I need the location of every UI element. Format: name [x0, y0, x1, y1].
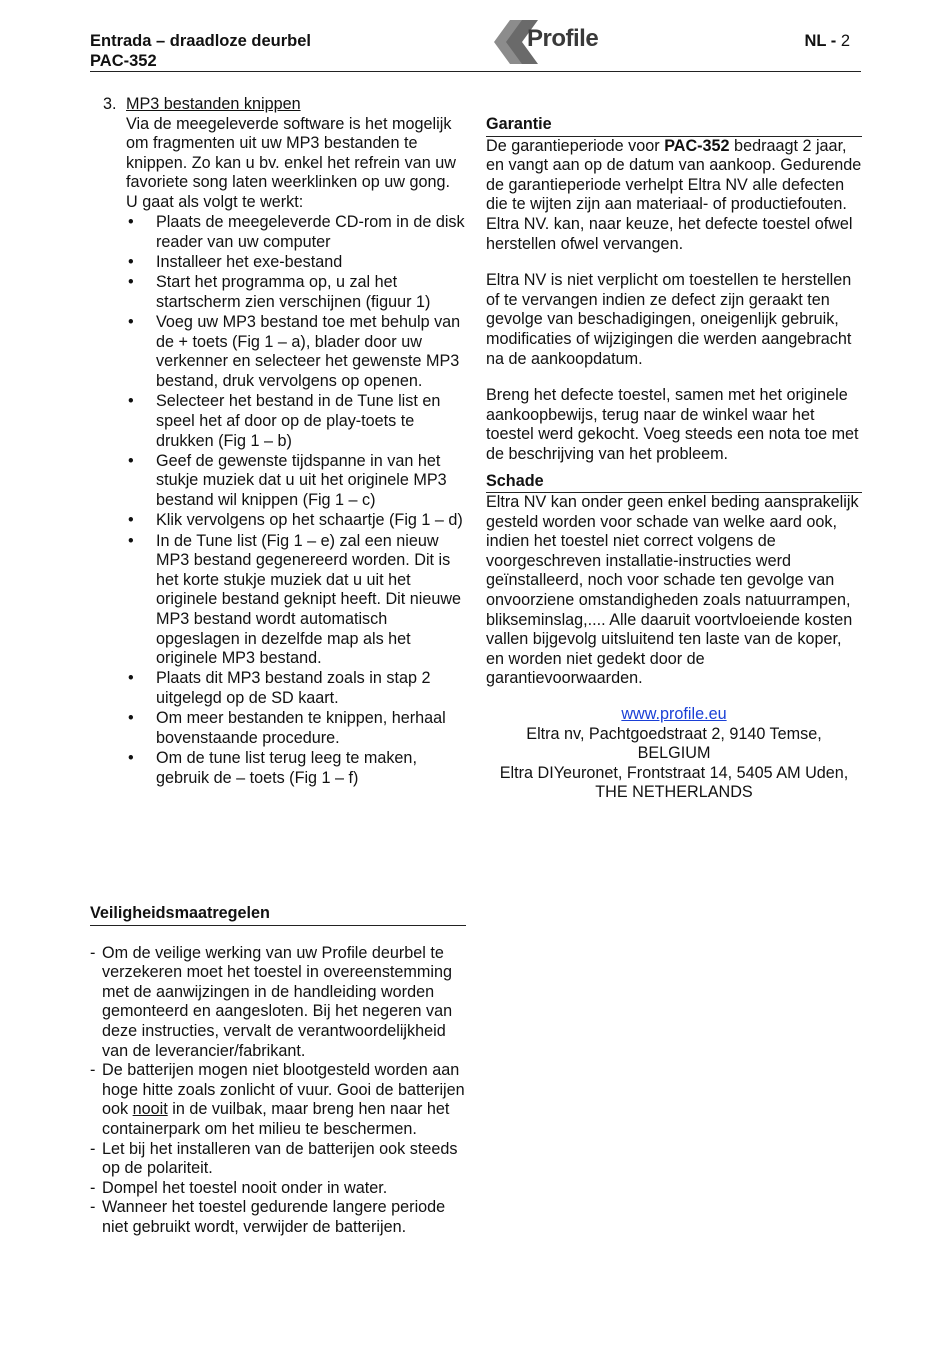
emphasis-never: nooit [132, 1100, 168, 1119]
language-code: NL - [804, 32, 837, 50]
list-item: • Om meer bestanden te knippen, herhaal bovenstaande procedure. [126, 709, 466, 748]
step-title: MP3 bestanden knippen [126, 95, 301, 113]
list-item: - De batterijen mogen niet blootgesteld worden aan hoge hitte zoals zonlicht of vuur. Gooi de batterijen ook nooit in de vuilbak, maar breng hen naar het containerpark om het milieu te beschermen. [90, 1061, 466, 1139]
list-item: • Om de tune list terug leeg te maken, gebruik de – toets (Fig 1 – f) [126, 749, 466, 788]
left-column [90, 95, 466, 788]
list-item: • Klik vervolgens op het schaartje (Fig 1 – d) [126, 511, 466, 531]
logo-wordmark: Profile [527, 25, 599, 52]
list-item: - Let bij het installeren van de batterijen ook steeds op de polariteit. [90, 1140, 466, 1179]
list-item: - Wanneer het toestel gedurende langere periode niet gebruikt wordt, verwijder de batterijen. [90, 1198, 466, 1237]
safety-heading: Veiligheidsmaatregelen [90, 904, 466, 926]
list-item: - Om de veilige werking van uw Profile deurbel te verzekeren moet het toestel in overeenstemming met de aanwijzingen in de handleiding worden gemonteerd en aangesloten. Bij het negeren van deze instructies, vervalt de verantwoordelijkheid van de leverancier/fabrikant. [90, 944, 466, 1062]
step-number: 3. [103, 95, 117, 113]
address-line: BELGIUM [637, 744, 711, 763]
list-item: - Dompel het toestel nooit onder in water. [90, 1179, 466, 1199]
list-item: • Plaats dit MP3 bestand zoals in stap 2 uitgelegd op de SD kaart. [126, 669, 466, 708]
damage-heading: Schade [486, 472, 862, 494]
address-line: THE NETHERLANDS [595, 783, 753, 802]
product-name: Entrada – draadloze deurbel [90, 32, 311, 50]
document-title [90, 31, 311, 71]
product-code: PAC-352 [90, 52, 157, 70]
product-code-bold: PAC-352 [664, 136, 730, 155]
list-item: • Selecteer het bestand in de Tune list en speel het af door op de play-toets te drukken (Fig 1 – b) [126, 392, 466, 451]
list-item: • Installeer het exe-bestand [126, 253, 466, 273]
website-link[interactable]: www.profile.eu [621, 705, 727, 724]
damage-paragraph: Eltra NV kan onder geen enkel beding aansprakelijk gesteld worden voor schade van welke aard ook, indien het toestel niet correct volgens de voorgeschreven installatie-instructies werd geïnstalleerd, noch voor schade ten gevolge van onvoorziene omstandigheden zoals natuurrampen, blikseminslag,.... Alle daaruit voortvloeiende kosten vallen bijgevolg uitsluitend ten laste van de koper, en worden niet gedekt door de garantievoorwaarden. [486, 493, 859, 688]
address-line: Eltra nv, Pachtgoedstraat 2, 9140 Temse, [526, 724, 822, 743]
list-item: • In de Tune list (Fig 1 – e) zal een nieuw MP3 bestand gegenereerd worden. Dit is het korte stukje muziek dat u uit het originele bestand geknipt heeft. Dit nieuwe MP3 bestand wordt automatisch opgeslagen in dezelfde map als het originele MP3 bestand. [126, 532, 466, 669]
step-intro: Via de meegeleverde software is het mogelijk om fragmenten uit uw MP3 bestanden te knippen. Zo kan u bv. enkel het refrein van uw favoriete song laten weerklinken op uw gong. U gaat als volgt te werkt: [126, 114, 456, 211]
page-indicator [804, 31, 850, 51]
list-item: • Plaats de meegeleverde CD-rom in de disk reader van uw computer [126, 213, 466, 252]
warranty-heading: Garantie [486, 115, 862, 137]
address-line: Eltra DIYeuronet, Frontstraat 14, 5405 AM Uden, [499, 763, 849, 782]
right-column [486, 115, 862, 803]
contact-block [486, 705, 862, 803]
header-divider [90, 71, 861, 72]
list-item: • Start het programma op, u zal het startscherm zien verschijnen (figuur 1) [126, 273, 466, 312]
safety-list [90, 944, 466, 1238]
list-item: • Geef de gewenste tijdspanne in van het stukje muziek dat u uit het originele MP3 bestand wil knippen (Fig 1 – c) [126, 452, 466, 511]
safety-section [90, 904, 466, 1238]
warranty-paragraph: Breng het defecte toestel, samen met het originele aankoopbewijs, terug naar de winkel waar het toestel werd gekocht. Voeg steeds een nota toe met de beschrijving van het probleem. [486, 386, 859, 463]
warranty-paragraph: Eltra NV is niet verplicht om toestellen te herstellen of te vervangen indien ze defect zijn geraakt ten gevolge van beschadigingen, oneigenlijk gebruik, modificaties of wijzigingen die werden aangebracht na de aankoopdatum. [486, 271, 852, 368]
list-item: • Voeg uw MP3 bestand toe met behulp van de + toets (Fig 1 – a), blader door uw verkenner en selecteer het gewenste MP3 bestand, druk vervolgens op openen. [126, 313, 466, 391]
step-3 [90, 95, 466, 788]
page-number: 2 [840, 32, 850, 50]
step-instructions [126, 213, 466, 788]
warranty-paragraph: De garantieperiode voor PAC-352 bedraagt 2 jaar, en vangt aan op de datum van aankoop. Gedurende de garantieperiode verhelpt Eltra NV alle defecten die te wijten zijn aan materiaal- of productiefouten. Eltra NV. kan, naar keuze, het defecte toestel ofwel herstellen ofwel vervangen. [486, 136, 862, 253]
